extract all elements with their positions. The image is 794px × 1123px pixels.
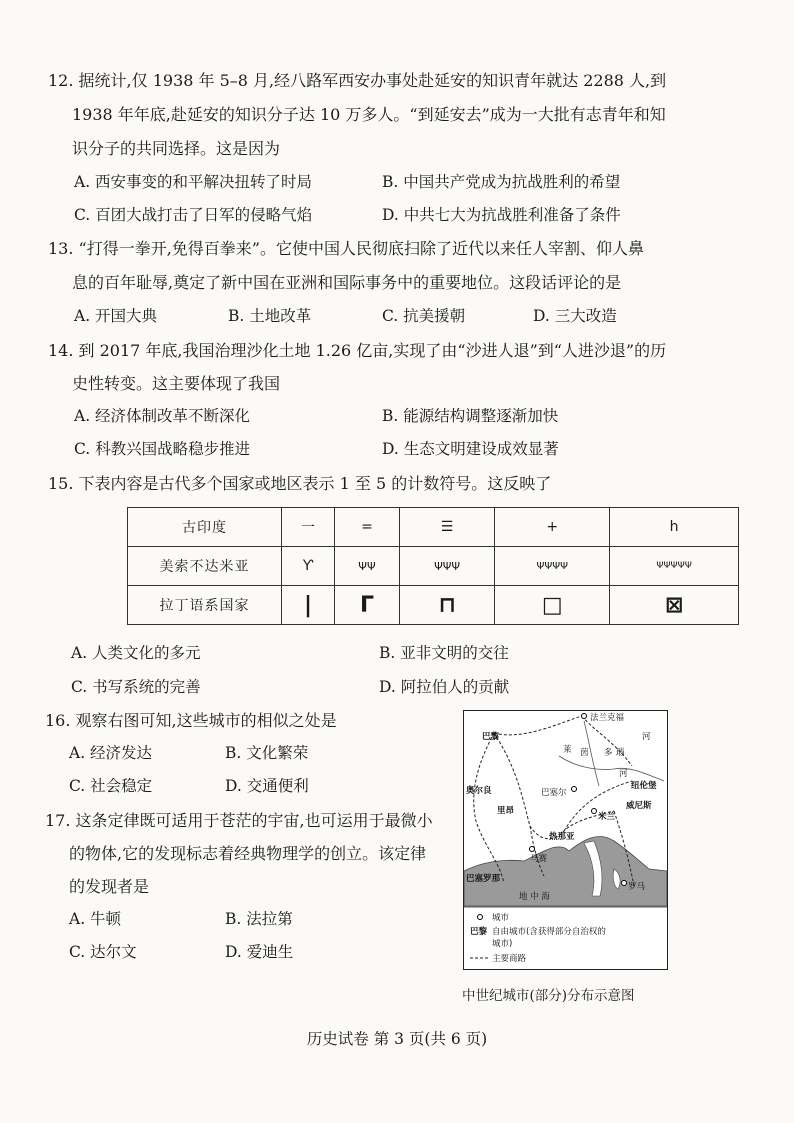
table-cell: = [335, 508, 400, 547]
table-row [128, 508, 739, 547]
river-char: 瑙 [616, 748, 625, 758]
q12-option-c[interactable]: C. 百团大战打击了日军的侵略气焰 [74, 206, 313, 224]
q17-option-d[interactable]: D. 爱迪生 [225, 943, 294, 961]
city-barcelona: 巴塞罗那 [466, 874, 501, 884]
city-orleans: 奥尔良 [466, 786, 492, 796]
legend-free-city: 自由城市(含获得部分自治权的 [492, 927, 606, 937]
table-row-label: 古印度 [128, 508, 282, 547]
q17-line-3: 的发现者是 [69, 877, 150, 896]
q16-line-1: 16. 观察右图可知,这些城市的相似之处是 [45, 711, 337, 730]
city-milan: 米兰 [598, 812, 616, 822]
q12-line-1: 12. 据统计,仅 1938 年 5–8 月,经八路军西安办事处赴延安的知识青年就达 2288 人,到 [48, 71, 667, 90]
q16-option-c[interactable]: C. 社会稳定 [69, 777, 153, 795]
table-cell: ΨΨΨΨΨ [610, 547, 739, 586]
q15-option-d[interactable]: D. 阿拉伯人的贡献 [379, 678, 510, 696]
table-cell: + [495, 508, 610, 547]
table-cell: ⊠ [610, 586, 739, 625]
q16-option-a[interactable]: A. 经济发达 [69, 744, 153, 762]
danube-river [559, 756, 664, 781]
q13-option-d[interactable]: D. 三大改造 [533, 307, 617, 325]
city-marker [592, 809, 597, 814]
q15-line-1: 15. 下表内容是古代多个国家或地区表示 1 至 5 的计数符号。这反映了 [48, 474, 552, 493]
table-cell: Ƴ [282, 547, 335, 586]
q12-option-d[interactable]: D. 中共七大为抗战胜利准备了条件 [382, 206, 621, 224]
table-cell: h [610, 508, 739, 547]
q12-option-a[interactable]: A. 西安事变的和平解决扭转了时局 [74, 173, 313, 191]
q14-option-c[interactable]: C. 科教兴国战略稳步推进 [74, 440, 251, 458]
q14-line-1: 14. 到 2017 年底,我国治理沙化土地 1.26 亿亩,实现了由“沙进人退”到“人进沙退”的历 [48, 341, 667, 360]
river-char: 河 [619, 769, 628, 779]
numeral-table [127, 507, 739, 625]
legend-free-city-2: 城市) [492, 939, 513, 949]
map-caption: 中世纪城市(部分)分布示意图 [462, 988, 635, 1004]
river-char: 多 [604, 748, 613, 758]
q13-option-a[interactable]: A. 开国大典 [74, 307, 158, 325]
river-char: 莱 [563, 745, 572, 755]
q14-line-2: 史性转变。这主要体现了我国 [72, 374, 281, 393]
q14-option-d[interactable]: D. 生态文明建设成效显著 [382, 440, 559, 458]
q13-line-1: 13. “打得一拳开,免得百拳来”。它使中国人民彻底扫除了近代以来任人宰割、仰人鼻 [48, 239, 644, 258]
q12-option-b[interactable]: B. 中国共产党成为抗战胜利的希望 [382, 173, 621, 191]
city-frankfurt: 法兰克福 [590, 713, 625, 723]
city-basel: 巴塞尔 [541, 788, 567, 798]
q13-option-b[interactable]: B. 土地改革 [228, 307, 312, 325]
legend-free-city-sample: 巴黎 [470, 927, 488, 937]
table-cell: | [282, 586, 335, 625]
table-cell: ΨΨΨ [399, 547, 494, 586]
legend-city: 城市 [492, 913, 510, 923]
legend-road: 主要商路 [492, 954, 527, 964]
city-venice: 威尼斯 [626, 801, 652, 811]
table-row-label: 美索不达米亚 [128, 547, 282, 586]
city-rome: 罗马 [628, 882, 646, 892]
table-cell: Γ [335, 586, 400, 625]
city-nuremberg: 纽伦堡 [631, 781, 657, 791]
city-genoa: 热那亚 [549, 832, 575, 842]
q15-option-c[interactable]: C. 书写系统的完善 [71, 678, 201, 696]
q17-option-b[interactable]: B. 法拉第 [225, 910, 293, 928]
q15-option-a[interactable]: A. 人类文化的多元 [71, 644, 201, 662]
table-row [128, 586, 739, 625]
table-row-label: 拉丁语系国家 [128, 586, 282, 625]
q14-option-b[interactable]: B. 能源结构调整逐渐加快 [382, 407, 559, 425]
city-marker [582, 714, 587, 719]
q13-line-2: 息的百年耻辱,奠定了新中国在亚洲和国际事务中的重要地位。这段话评论的是 [72, 273, 622, 292]
city-marker [530, 847, 535, 852]
table-cell: □ [495, 586, 610, 625]
q16-option-b[interactable]: B. 文化繁荣 [225, 744, 309, 762]
river-char: 河 [642, 732, 651, 742]
city-lyon: 里昂 [497, 806, 515, 816]
mediterranean-sea-shape [464, 836, 667, 906]
city-marseille: 马赛 [530, 854, 548, 864]
page-footer: 历史试卷 第 3 页(共 6 页) [306, 1030, 488, 1048]
legend-city-icon [478, 915, 483, 920]
table-cell: ⊓ [399, 586, 494, 625]
sea-label: 地 中 海 [519, 892, 550, 902]
river-char: 茵 [580, 748, 589, 758]
q14-option-a[interactable]: A. 经济体制改革不断深化 [74, 407, 251, 425]
city-paris: 巴黎 [482, 732, 500, 742]
q16-option-d[interactable]: D. 交通便利 [225, 777, 309, 795]
table-cell: ΨΨ [335, 547, 400, 586]
q13-option-c[interactable]: C. 抗美援朝 [382, 307, 466, 325]
table-cell: ΨΨΨΨ [495, 547, 610, 586]
table-cell: ☰ [399, 508, 494, 547]
q12-line-3: 识分子的共同选择。这是因为 [72, 139, 281, 158]
city-marker [622, 881, 627, 886]
map-svg [464, 711, 667, 969]
q17-line-2: 的物体,它的发现标志着经典物理学的创立。该定律 [69, 844, 427, 863]
city-marker [572, 787, 577, 792]
q15-option-b[interactable]: B. 亚非文明的交往 [379, 644, 509, 662]
medieval-cities-map [463, 710, 668, 970]
q17-option-a[interactable]: A. 牛顿 [69, 910, 122, 928]
q17-option-c[interactable]: C. 达尔文 [69, 943, 137, 961]
q17-line-1: 17. 这条定律既可适用于苍茫的宇宙,也可运用于最微小 [45, 811, 433, 830]
q12-line-2: 1938 年年底,赴延安的知识分子达 10 万多人。“到延安去”成为一大批有志青年和知 [72, 105, 666, 124]
table-row [128, 547, 739, 586]
table-cell: 一 [282, 508, 335, 547]
